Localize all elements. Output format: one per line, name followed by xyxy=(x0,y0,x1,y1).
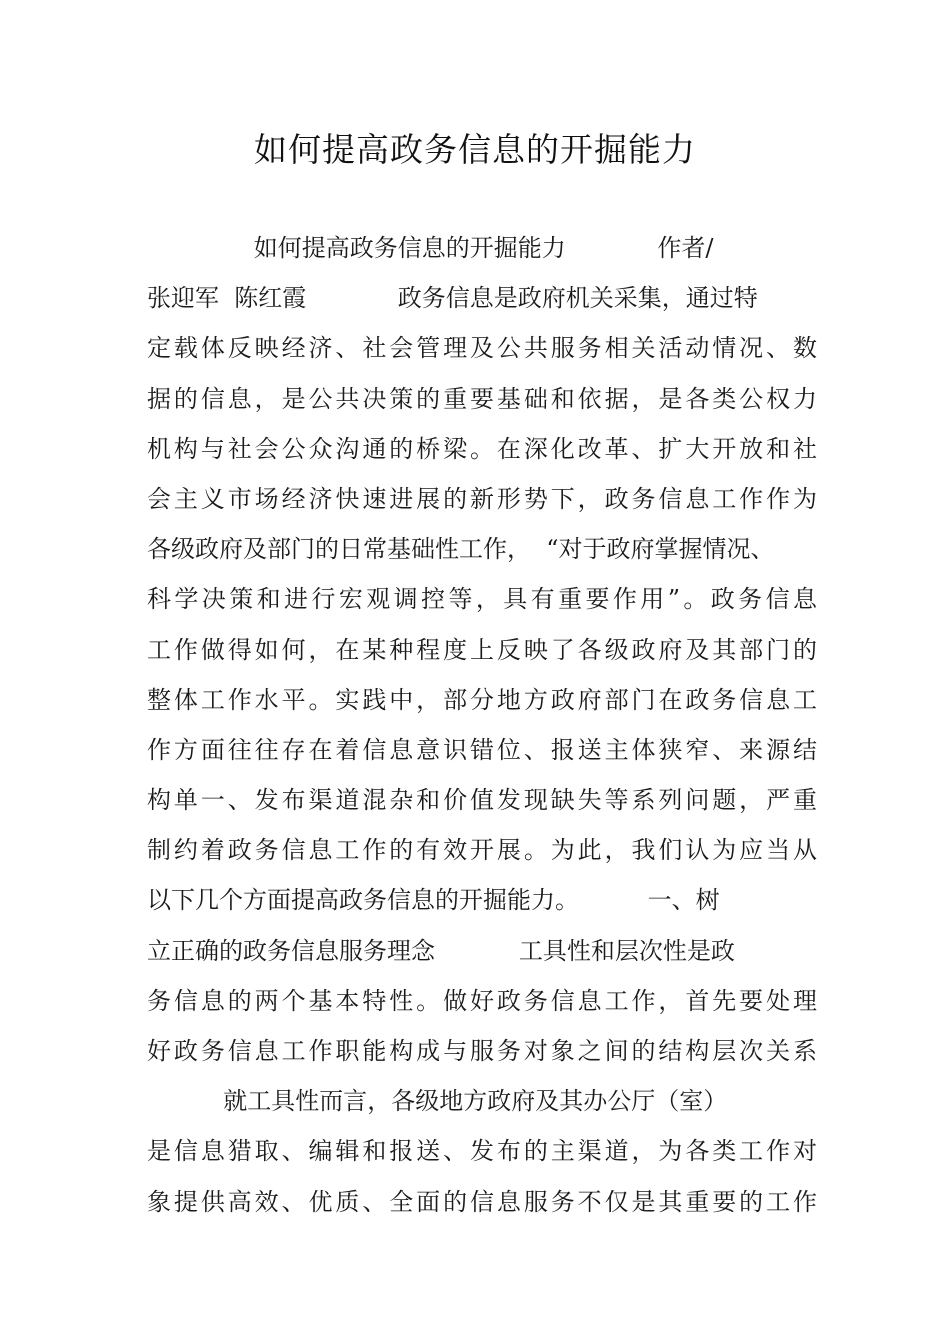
body-line: 机构与社会公众沟通的桥梁。在深化改革、扩大开放和社 xyxy=(147,434,817,463)
body-line: 制约着政务信息工作的有效开展。为此，我们认为应当从 xyxy=(147,836,817,865)
body-line: 好政务信息工作职能构成与服务对象之间的结构层次关系 xyxy=(147,1037,817,1065)
body-line: 会主义市场经济快速进展的新形势下，政务信息工作作为 xyxy=(147,484,817,513)
body-line: 以下几个方面提高政务信息的开掘能力。 一、树 xyxy=(147,886,720,915)
document-title: 如何提高政务信息的开掘能力 xyxy=(254,130,696,169)
document-body xyxy=(147,223,817,1227)
body-line: 各级政府及部门的日常基础性工作， “对于政府掌握情况、 xyxy=(147,535,775,564)
body-line: 构单一、发布渠道混杂和价值发现缺失等系列问题，严重 xyxy=(147,786,817,815)
body-line: 工作做得如何，在某种程度上反映了各级政府及其部门的 xyxy=(147,635,817,664)
body-line: 整体工作水平。实践中，部分地方政府部门在政务信息工 xyxy=(147,685,817,714)
body-line: 就工具性而言，各级地方政府及其办公厅（室） xyxy=(147,1087,728,1116)
body-line: 务信息的两个基本特性。做好政务信息工作，首先要处理 xyxy=(147,986,817,1015)
body-line: 科学决策和进行宏观调控等，具有重要作用”。政务信息 xyxy=(147,585,817,614)
body-line: 作方面往往存在着信息意识错位、报送主体狭窄、来源结 xyxy=(147,735,817,764)
body-line: 象提供高效、优质、全面的信息服务不仅是其重要的工作 xyxy=(147,1187,817,1216)
body-line: 张迎军 陈红霞 政务信息是政府机关采集，通过特 xyxy=(147,284,758,313)
body-line: 是信息猎取、编辑和报送、发布的主渠道，为各类工作对 xyxy=(147,1137,817,1166)
body-line: 据的信息，是公共决策的重要基础和依据，是各类公权力 xyxy=(147,384,817,413)
body-line: 如何提高政务信息的开掘能力 作者/ xyxy=(147,234,714,262)
body-line: 立正确的政务信息服务理念 工具性和层次性是政 xyxy=(147,936,735,965)
body-line: 定载体反映经济、社会管理及公共服务相关活动情况、数 xyxy=(147,334,817,363)
